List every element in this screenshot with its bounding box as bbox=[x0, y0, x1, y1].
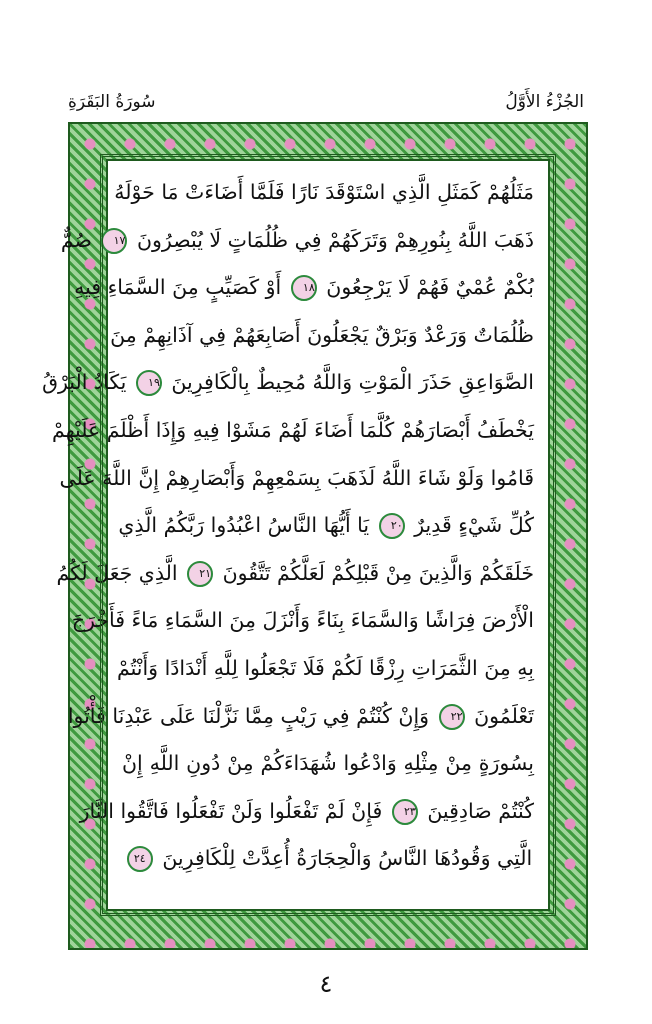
verse-line bbox=[56, 550, 534, 598]
verse-line bbox=[51, 407, 534, 455]
verse-line bbox=[42, 359, 534, 407]
line-text: يَخْطَفُ أَبْصَارَهُمْ كُلَّمَا أَضَاءَ لَهُمْ مَشَوْا فِيهِ وَإِذَا أَظْلَمَ عَلَيْهِمْ bbox=[51, 417, 534, 442]
line-text: بِسُورَةٍ مِنْ مِثْلِهِ وَادْعُوا شُهَدَاءَكُمْ مِنْ دُونِ اللَّهِ إِنْ bbox=[122, 751, 534, 776]
surah-title: سُورَةُ البَقَرَةِ bbox=[68, 92, 156, 112]
verse-line bbox=[110, 312, 534, 360]
page-number: ٤ bbox=[319, 970, 333, 998]
line-text-continued: يَكَادُ الْبَرْقُ bbox=[42, 370, 127, 395]
verse-line bbox=[116, 645, 534, 693]
line-text-continued: الَّذِي جَعَلَ لَكُمُ bbox=[56, 560, 178, 585]
line-text: ظُلُمَاتٌ وَرَعْدٌ وَبَرْقٌ يَجْعَلُونَ أَصَابِعَهُمْ فِي آذَانِهِمْ مِنَ bbox=[110, 322, 534, 347]
verse-line bbox=[114, 169, 534, 217]
line-text: ذَهَبَ اللَّهُ بِنُورِهِمْ وَتَرَكَهُمْ فِي ظُلُمَاتٍ لَا يُبْصِرُونَ bbox=[136, 227, 534, 252]
ayah-number-marker: ٢٢ bbox=[439, 704, 465, 730]
line-text: كُنْتُمْ صَادِقِينَ bbox=[427, 798, 534, 823]
ayah-number-marker: ٢١ bbox=[187, 561, 213, 587]
juz-title: الجُزْءُ الأَوَّلُ bbox=[505, 92, 584, 112]
line-text: قَامُوا وَلَوْ شَاءَ اللَّهُ لَذَهَبَ بِسَمْعِهِمْ وَأَبْصَارِهِمْ إِنَّ اللَّهَ عَلَى bbox=[59, 465, 534, 490]
verse-line bbox=[74, 264, 534, 312]
ayah-number-marker: ٢٣ bbox=[392, 799, 418, 825]
ayah-number-marker: ٢٤ bbox=[127, 846, 153, 872]
text-panel bbox=[42, 159, 550, 911]
verse-line bbox=[59, 455, 534, 503]
line-text-continued: صُمٌّ bbox=[60, 227, 92, 252]
line-text-continued: وَإِنْ كُنْتُمْ فِي رَيْبٍ مِمَّا نَزَّلْنَا عَلَى عَبْدِنَا فَأْتُوا bbox=[67, 703, 430, 728]
line-text: بُكْمٌ عُمْيٌ فَهُمْ لَا يَرْجِعُونَ bbox=[326, 275, 534, 300]
line-text-continued: أَوْ كَصَيِّبٍ مِنَ السَّمَاءِ فِيهِ bbox=[74, 275, 282, 300]
ayah-number-marker: ٢٠ bbox=[379, 513, 405, 539]
line-text-continued: فَإِنْ لَمْ تَفْعَلُوا وَلَنْ تَفْعَلُوا فَاتَّقُوا النَّارَ bbox=[79, 798, 383, 823]
ayah-number-marker: ١٨ bbox=[291, 275, 317, 301]
ayah-number-marker: ١٧ bbox=[101, 228, 127, 254]
line-text-continued: يَا أَيُّهَا النَّاسُ اعْبُدُوا رَبَّكُمُ الَّذِي bbox=[118, 513, 370, 538]
ornamental-border bbox=[42, 122, 588, 950]
line-text: مَثَلُهُمْ كَمَثَلِ الَّذِي اسْتَوْقَدَ نَارًا فَلَمَّا أَضَاءَتْ مَا حَوْلَهُ bbox=[114, 180, 534, 204]
line-text: بِهِ مِنَ الثَّمَرَاتِ رِزْقًا لَكُمْ فَلَا تَجْعَلُوا لِلَّهِ أَنْدَادًا وَأَنْتُمْ bbox=[116, 655, 534, 680]
verse-line bbox=[122, 835, 534, 883]
line-text: الصَّوَاعِقِ حَذَرَ الْمَوْتِ وَاللَّهُ مُحِيطٌ بِالْكَافِرِينَ bbox=[171, 370, 534, 395]
verse-line bbox=[71, 597, 534, 645]
verse-line bbox=[67, 693, 534, 741]
verse-line bbox=[122, 740, 534, 788]
line-text: كُلِّ شَيْءٍ قَدِيرٌ bbox=[414, 513, 534, 538]
verse-line bbox=[79, 788, 534, 836]
ayah-number-marker: ١٩ bbox=[136, 370, 162, 396]
line-text: الْأَرْضَ فِرَاشًا وَالسَّمَاءَ بِنَاءً وَأَنْزَلَ مِنَ السَّمَاءِ مَاءً فَأَخْرَجَ bbox=[71, 608, 534, 633]
verse-line bbox=[118, 502, 534, 550]
line-text: خَلَقَكُمْ وَالَّذِينَ مِنْ قَبْلِكُمْ لَعَلَّكُمْ تَتَّقُونَ bbox=[222, 560, 534, 585]
verse-line bbox=[60, 217, 534, 265]
line-text: تَعْلَمُونَ bbox=[474, 703, 534, 728]
line-text: الَّتِي وَقُودُهَا النَّاسُ وَالْحِجَارَةُ أُعِدَّتْ لِلْكَافِرِينَ bbox=[162, 846, 533, 871]
